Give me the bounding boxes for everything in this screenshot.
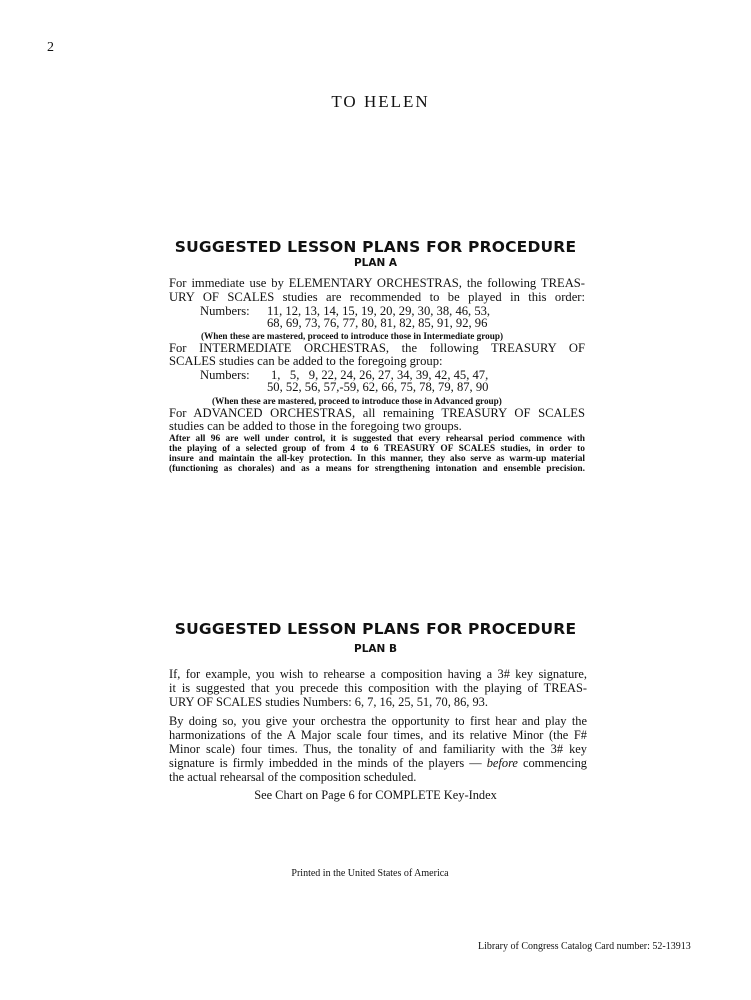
final-note-line-2: the playing of a selected group of from 4 to 6 TREASURY OF SCALES studies, in order to bbox=[169, 444, 585, 454]
elementary-numbers-2: 68, 69, 73, 76, 77, 80, 81, 82, 85, 91, 92, 96 bbox=[267, 316, 488, 330]
plan-a-heading: SUGGESTED LESSON PLANS FOR PROCEDURE bbox=[174, 238, 577, 256]
plan-b-p1-line-1: If, for example, you wish to rehearse a composition having a 3# key signature, bbox=[169, 667, 587, 681]
final-note-line-3: insure and maintain the all-key protection. In this manner, they also serve as warm-up material bbox=[169, 454, 585, 464]
plan-b-p2-line-1: By doing so, you give your orchestra the opportunity to first hear and play the bbox=[169, 714, 587, 728]
page-number: 2 bbox=[47, 40, 54, 55]
note-intermediate: (When these are mastered, proceed to introduce those in Intermediate group) bbox=[201, 331, 504, 341]
plan-b-paragraph-2 bbox=[169, 714, 587, 784]
plan-a-subheading: PLAN A bbox=[353, 257, 398, 269]
elementary-numbers-1: 11, 12, 13, 14, 15, 19, 20, 29, 30, 38, 46, 53, bbox=[267, 304, 491, 318]
plan-b-p1-line-3: URY OF SCALES studies Numbers: 6, 7, 16, 25, 51, 70, 86, 93. bbox=[169, 695, 488, 709]
final-note-line-1: After all 96 are well under control, it is suggested that every rehearsal period commence with bbox=[169, 434, 585, 444]
chart-reference: See Chart on Page 6 for COMPLETE Key-Index bbox=[254, 788, 497, 802]
elementary-numbers-label: Numbers: bbox=[200, 304, 250, 318]
plan-b-heading: SUGGESTED LESSON PLANS FOR PROCEDURE bbox=[174, 620, 577, 638]
plan-b-p1-line-2: it is suggested that you precede this composition with the playing of TREAS- bbox=[169, 681, 587, 695]
plan-b-p2-line-3: Minor scale) four times. Thus, the tonality of and familiarity with the 3# key bbox=[169, 742, 587, 756]
intermediate-line-2: SCALES studies can be added to the foregoing group: bbox=[169, 354, 443, 368]
catalog-number: Library of Congress Catalog Card number: 52-13913 bbox=[478, 941, 691, 952]
plan-b-subheading: PLAN B bbox=[354, 643, 397, 655]
plan-b-paragraph-1 bbox=[169, 667, 587, 709]
intermediate-line-1: For INTERMEDIATE ORCHESTRAS, the following TREASURY OF bbox=[169, 341, 585, 355]
intermediate-numbers-label: Numbers: bbox=[200, 368, 250, 382]
plan-b-p2-line-4-end: commencing bbox=[517, 756, 587, 770]
intermediate-numbers-1: 1, 5, 9, 22, 24, 26, 27, 34, 39, 42, 45, 47, bbox=[271, 368, 489, 382]
dedication: TO HELEN bbox=[331, 92, 430, 111]
printed-note: Printed in the United States of America bbox=[291, 868, 449, 879]
note-advanced: (When these are mastered, proceed to introduce those in Advanced group) bbox=[212, 396, 502, 406]
plan-b-p2-line-2: harmonizations of the A Major scale four times, and its relative Minor (the F# bbox=[169, 728, 587, 742]
intermediate-numbers-2: 50, 52, 56, 57,-59, 62, 66, 75, 78, 79, 87, 90 bbox=[267, 380, 489, 394]
elementary-line-2: URY OF SCALES studies are recommended to be played in this order: bbox=[169, 290, 585, 304]
final-note-line-4: (functioning as chorales) and as a means for strengthening intonation and ensemble precision. bbox=[169, 464, 585, 474]
plan-b-p2-line-4 bbox=[169, 756, 587, 770]
plan-b-p2-line-4-start: signature is firmly imbedded in the minds of the players — bbox=[169, 756, 487, 770]
advanced-line-1: For ADVANCED ORCHESTRAS, all remaining TREASURY OF SCALES bbox=[169, 406, 585, 420]
advanced-line-2: studies can be added to those in the foregoing two groups. bbox=[169, 419, 462, 433]
elementary-line-1: For immediate use by ELEMENTARY ORCHESTRAS, the following TREAS- bbox=[169, 276, 585, 290]
plan-b-p2-line-5: the actual rehearsal of the composition scheduled. bbox=[169, 770, 417, 784]
emphasis-before: before bbox=[486, 756, 518, 770]
